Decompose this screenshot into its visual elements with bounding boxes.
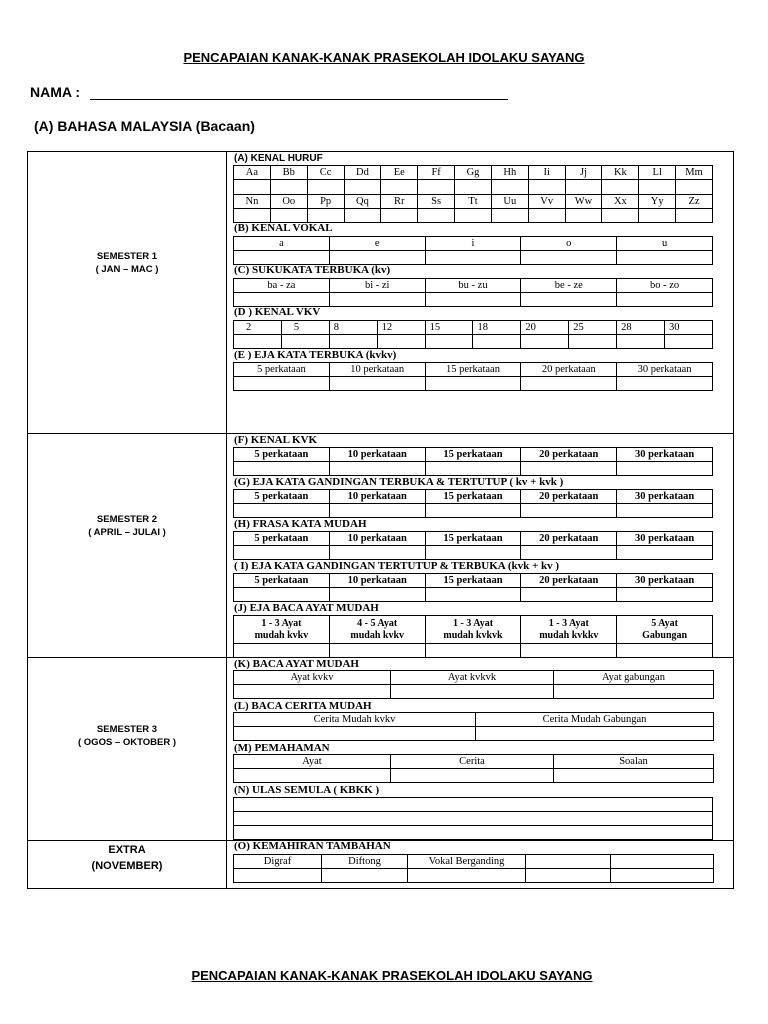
header-line: mudah kvkkv [539,629,599,641]
answer-cell[interactable] [234,769,391,783]
answer-cell[interactable] [491,209,528,223]
header-cell: Cerita [391,755,554,769]
answer-cell[interactable] [521,293,617,307]
section-c-table [233,278,713,307]
answer-cell[interactable] [617,377,713,391]
header-cell [617,616,713,644]
semester-1-name: SEMESTER 1 [96,251,158,262]
header-cell: 10 perkataan [329,532,425,546]
answer-cell[interactable] [617,546,713,560]
assessment-table [27,151,734,889]
semester-1-label [28,250,226,276]
section-d-table [233,320,713,349]
header-cell: 20 perkataan [521,448,617,462]
semester-1-period: ( JAN – MAC ) [95,264,159,275]
section-n-title: (N) ULAS SEMULA ( KBKK ) [234,784,380,796]
header-cell: 20 perkataan [521,490,617,504]
header-cell: e [329,237,425,251]
answer-cell[interactable] [234,251,330,265]
section-h-title: (H) FRASA KATA MUDAH [234,518,367,530]
answer-cell[interactable] [473,335,521,349]
answer-cell[interactable] [307,180,344,195]
header-line: 1 - 3 Ayat [261,617,302,629]
header-cell: i [425,237,521,251]
section-a-title: (A) KENAL HURUF [234,153,323,164]
semester-3-label [28,723,226,749]
answer-cell[interactable] [344,209,381,223]
answer-cell[interactable] [639,209,676,223]
letter-cell: Ee [381,166,418,180]
section-m-title: (M) PEMAHAMAN [234,742,330,754]
answer-cell[interactable] [521,644,617,658]
answer-cell[interactable] [270,209,307,223]
header-cell: 12 [377,321,425,335]
section-b-table [233,236,713,265]
section-d-title: (D ) KENAL VKV [234,306,321,318]
header-cell: be - ze [521,279,617,293]
answer-cell[interactable] [377,335,425,349]
answer-cell[interactable] [418,180,455,195]
section-i-table [233,573,713,602]
letter-cell: Ff [418,166,455,180]
header-cell: 5 perkataan [234,574,330,588]
answer-cell[interactable] [521,462,617,476]
header-cell [329,616,425,644]
letter-cell: Nn [234,195,271,209]
letter-cell: Vv [528,195,565,209]
answer-cell[interactable] [329,644,425,658]
name-blank-line[interactable] [90,85,508,100]
header-cell: 10 perkataan [329,363,425,377]
header-cell: 15 perkataan [425,448,521,462]
header-cell: Digraf [234,855,322,869]
answer-cell[interactable] [676,209,713,223]
header-cell: bi - zi [329,279,425,293]
answer-cell[interactable] [521,546,617,560]
answer-cell[interactable] [234,727,476,741]
section-o-title: (O) KEMAHIRAN TAMBAHAN [234,840,391,852]
section-m-table [233,754,714,783]
section-j-table [233,615,713,658]
header-cell: 30 perkataan [617,574,713,588]
letter-cell: Ww [565,195,602,209]
answer-cell[interactable] [234,588,330,602]
answer-cell[interactable] [554,685,714,699]
header-cell: 5 perkataan [234,532,330,546]
header-cell: 15 perkataan [425,532,521,546]
header-cell: 5 perkataan [234,363,330,377]
header-cell: 30 [665,321,713,335]
answer-cell[interactable] [234,377,330,391]
header-cell: 10 perkataan [329,490,425,504]
letter-cell: Xx [602,195,639,209]
section-a-table [233,165,713,223]
answer-cell[interactable] [425,644,521,658]
header-cell [611,855,714,869]
letter-cell: Zz [676,195,713,209]
header-cell: 28 [617,321,665,335]
answer-cell[interactable] [425,377,521,391]
section-f-title: (F) KENAL KVK [234,434,318,446]
header-cell: 15 [425,321,473,335]
header-cell [234,616,330,644]
section-j-title: (J) EJA BACA AYAT MUDAH [234,602,379,614]
answer-cell[interactable] [234,798,713,812]
answer-cell[interactable] [418,209,455,223]
header-cell: Ayat kvkvk [391,671,554,685]
header-cell: 30 perkataan [617,532,713,546]
answer-cell[interactable] [234,335,282,349]
answer-cell[interactable] [569,335,617,349]
answer-cell[interactable] [234,546,330,560]
letter-cell: Ii [528,166,565,180]
section-o-table [233,854,714,883]
header-cell: 10 perkataan [329,574,425,588]
header-cell: Ayat kvkv [234,671,391,685]
column-divider [226,152,227,888]
section-g-table [233,489,713,518]
answer-cell[interactable] [676,180,713,195]
answer-cell[interactable] [554,769,714,783]
answer-cell[interactable] [565,209,602,223]
header-line: 1 - 3 Ayat [452,617,494,629]
answer-cell[interactable] [234,644,330,658]
row-divider-1 [28,433,733,434]
letter-cell: Gg [455,166,492,180]
answer-cell[interactable] [526,869,611,883]
answer-cell[interactable] [425,504,521,518]
repeated-document-title: PENCAPAIAN KANAK-KANAK PRASEKOLAH IDOLAKU SAYANG [191,968,593,983]
letter-cell: Tt [455,195,492,209]
letter-cell: Aa [234,166,271,180]
header-cell: 30 perkataan [617,448,713,462]
header-cell [521,616,617,644]
header-cell: 20 perkataan [521,574,617,588]
answer-cell[interactable] [455,180,492,195]
letter-cell: Ll [639,166,676,180]
answer-cell[interactable] [391,685,554,699]
answer-cell[interactable] [455,209,492,223]
section-h-table [233,531,713,560]
name-field [30,84,508,100]
answer-cell[interactable] [329,335,377,349]
letter-cell: Ss [418,195,455,209]
section-f-table [233,447,713,476]
section-b-title: (B) KENAL VOKAL [234,222,333,234]
answer-cell[interactable] [611,869,714,883]
answer-cell[interactable] [234,812,713,826]
answer-cell[interactable] [665,335,713,349]
answer-cell[interactable] [425,335,473,349]
answer-cell[interactable] [521,335,569,349]
letter-cell: Yy [639,195,676,209]
answer-cell[interactable] [617,462,713,476]
header-cell: 10 perkataan [329,448,425,462]
section-g-title: (G) EJA KATA GANDINGAN TERBUKA & TERTUTUP ( kv + kvk ) [234,476,564,488]
letter-cell: Hh [491,166,528,180]
header-cell: 15 perkataan [425,574,521,588]
letter-cell: Mm [676,166,713,180]
semester-3-period: ( OGOS – OKTOBER ) [77,737,176,748]
header-cell: 15 perkataan [425,363,521,377]
answer-cell[interactable] [617,335,665,349]
letter-cell: Uu [491,195,528,209]
answer-cell[interactable] [307,209,344,223]
extra-label [28,842,226,874]
header-line: 5 Ayat [651,617,678,629]
header-line: Gabungan [642,629,688,641]
answer-cell[interactable] [329,251,425,265]
answer-cell[interactable] [270,180,307,195]
header-cell [526,855,611,869]
answer-cell[interactable] [602,180,639,195]
header-cell: 20 [521,321,569,335]
header-cell [425,616,521,644]
name-label: NAMA : [30,84,81,100]
section-k-table [233,670,714,699]
answer-cell[interactable] [281,335,329,349]
section-l-title: (L) BACA CERITA MUDAH [234,700,372,712]
answer-cell[interactable] [565,180,602,195]
answer-cell[interactable] [234,209,271,223]
answer-cell[interactable] [491,180,528,195]
answer-cell[interactable] [234,462,330,476]
section-heading: (A) BAHASA MALAYSIA (Bacaan) [34,118,255,134]
answer-cell[interactable] [617,293,713,307]
answer-cell[interactable] [381,180,418,195]
answer-cell[interactable] [408,869,526,883]
header-line: mudah kvkv [350,629,405,641]
letter-cell: Pp [307,195,344,209]
answer-cell[interactable] [425,251,521,265]
letter-cell: Qq [344,195,381,209]
header-cell: a [234,237,330,251]
header-cell: o [521,237,617,251]
answer-cell[interactable] [617,644,713,658]
answer-cell[interactable] [234,504,330,518]
section-i-title: ( I) EJA KATA GANDINGAN TERTUTUP & TERBUKA (kvk + kv ) [234,560,560,572]
answer-cell[interactable] [234,826,713,840]
header-cell: 20 perkataan [521,363,617,377]
header-cell: 5 [281,321,329,335]
section-e-table [233,362,713,391]
header-cell: 8 [329,321,377,335]
answer-cell[interactable] [617,251,713,265]
section-k-title: (K) BACA AYAT MUDAH [234,658,359,670]
section-l-table [233,712,714,741]
answer-cell[interactable] [329,546,425,560]
header-cell: 25 [569,321,617,335]
answer-cell[interactable] [617,504,713,518]
header-cell: Cerita Mudah kvkv [234,713,476,727]
header-line: mudah kvkvk [443,629,503,641]
header-cell: Soalan [554,755,714,769]
letter-cell: Oo [270,195,307,209]
letter-cell: Kk [602,166,639,180]
semester-2-period: ( APRIL – JULAI ) [88,527,166,538]
header-cell: 18 [473,321,521,335]
answer-cell[interactable] [329,588,425,602]
answer-cell[interactable] [528,180,565,195]
letter-cell: Rr [381,195,418,209]
header-cell: 5 perkataan [234,490,330,504]
answer-cell[interactable] [381,209,418,223]
header-cell: Diftong [322,855,408,869]
answer-cell[interactable] [602,209,639,223]
semester-3-name: SEMESTER 3 [96,724,158,735]
answer-cell[interactable] [528,209,565,223]
header-cell: 20 perkataan [521,532,617,546]
answer-cell[interactable] [234,869,322,883]
answer-cell[interactable] [476,727,714,741]
answer-cell[interactable] [344,180,381,195]
extra-name: EXTRA [108,844,146,856]
answer-cell[interactable] [234,685,391,699]
answer-cell[interactable] [425,588,521,602]
header-cell: Cerita Mudah Gabungan [476,713,714,727]
header-cell: u [617,237,713,251]
section-c-title: (C) SUKUKATA TERBUKA (kv) [234,264,391,276]
answer-cell[interactable] [329,462,425,476]
header-cell: ba - za [234,279,330,293]
answer-cell[interactable] [639,180,676,195]
answer-cell[interactable] [391,769,554,783]
letter-cell: Dd [344,166,381,180]
header-line: mudah kvkv [254,629,309,641]
letter-cell: Bb [270,166,307,180]
semester-2-label [28,513,226,539]
header-line: 1 - 3 Ayat [548,617,589,629]
header-cell: 5 perkataan [234,448,330,462]
header-cell: bu - zu [425,279,521,293]
header-cell: 30 perkataan [617,490,713,504]
answer-cell[interactable] [329,377,425,391]
header-cell: bo - zo [617,279,713,293]
section-e-title: (E ) EJA KATA TERBUKA (kvkv) [234,349,397,361]
semester-2-name: SEMESTER 2 [96,514,158,525]
extra-period: (NOVEMBER) [91,860,163,872]
header-cell: Vokal Berganding [408,855,526,869]
header-cell: Ayat gabungan [554,671,714,685]
answer-cell[interactable] [329,504,425,518]
answer-cell[interactable] [617,588,713,602]
letter-cell: Jj [565,166,602,180]
answer-cell[interactable] [322,869,408,883]
answer-cell[interactable] [425,293,521,307]
answer-cell[interactable] [234,293,330,307]
answer-cell[interactable] [521,588,617,602]
answer-cell[interactable] [521,251,617,265]
header-line: 4 - 5 Ayat [357,617,398,629]
answer-cell[interactable] [329,293,425,307]
answer-cell[interactable] [521,504,617,518]
header-cell: 30 perkataan [617,363,713,377]
section-n-table [233,797,713,840]
header-cell: Ayat [234,755,391,769]
document-title: PENCAPAIAN KANAK-KANAK PRASEKOLAH IDOLAKU SAYANG [183,50,585,65]
header-cell: 2 [234,321,282,335]
header-cell: 15 perkataan [425,490,521,504]
answer-cell[interactable] [425,546,521,560]
letter-cell: Cc [307,166,344,180]
answer-cell[interactable] [234,180,271,195]
answer-cell[interactable] [425,462,521,476]
answer-cell[interactable] [521,377,617,391]
